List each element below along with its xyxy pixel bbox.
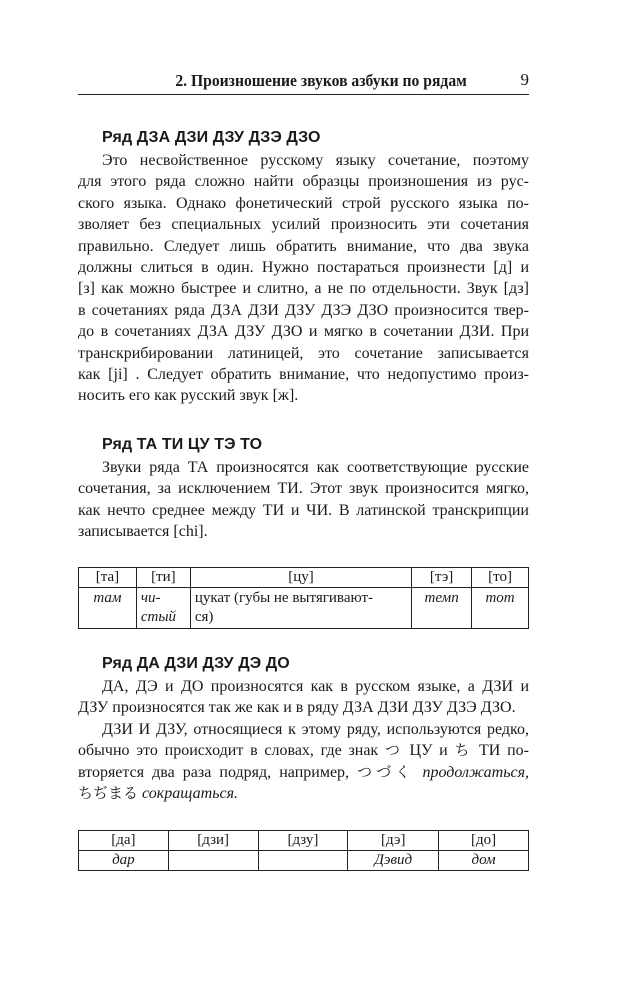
text-line: как [ji] . Следует обратить внимание, что недопустимо произ- [78, 366, 529, 384]
text-line [78, 762, 529, 783]
table-header-row [79, 568, 529, 588]
page-number: 9 [520, 70, 529, 89]
table-ta-row [78, 567, 529, 629]
text-line: [з] как можно быстрее и слитно, а не по отдельности. Звук [дз] [78, 280, 529, 298]
table-row [79, 851, 529, 871]
table-header-cell: [до] [439, 831, 529, 851]
table-row [79, 588, 529, 629]
text-fragment: ТИ по- [479, 742, 530, 760]
text-line: правильно. Следует лишь обратить внимание, что два звука [78, 237, 529, 255]
table-header-cell: [дэ] [348, 831, 439, 851]
table-header-cell: [ти] [136, 568, 190, 588]
paragraph-da [78, 676, 529, 804]
paragraph-ta [78, 457, 529, 543]
text-line: носить его как русский звук [ж]. [78, 387, 299, 405]
text-line: записывается [chi]. [78, 523, 208, 541]
kana-tsu: つ [384, 741, 403, 760]
table-cell: дар [79, 851, 169, 871]
table-header-cell: [дзи] [168, 831, 258, 851]
table-header-cell: [дзу] [258, 831, 348, 851]
text-line: сочетания, за исключением ТИ. Этот звук произносится мягко, [78, 480, 529, 498]
text-line: транскрибировании латиницей, это сочетание записывается [78, 344, 529, 362]
table-header-cell: [тэ] [412, 568, 472, 588]
table-cell: дом [439, 851, 529, 871]
table-header-cell: [цу] [190, 568, 411, 588]
cell-line: цукат (губы не вытягивают- [194, 590, 374, 606]
text-fragment: вторяется два раза подряд, например, [78, 763, 350, 781]
text-fragment: ЦУ и [409, 742, 448, 760]
word-continue: продолжаться, [422, 763, 530, 781]
text-line [78, 740, 529, 761]
table-cell [136, 588, 190, 629]
table-cell: там [79, 588, 137, 629]
kana-chijimaru: ちぢまる [78, 784, 139, 803]
table-cell [190, 588, 411, 629]
section-heading-da: Ряд ДА ДЗИ ДЗУ ДЭ ДО [102, 655, 290, 672]
word-shrink: сокращаться. [142, 785, 239, 803]
table-cell: тот [472, 588, 529, 629]
table-header-cell: [то] [472, 568, 529, 588]
table-cell [258, 851, 348, 871]
chapter-title: 2. Произношение звуков азбуки по рядам [175, 71, 467, 90]
kana-tsuzuku: つづく [357, 762, 415, 781]
text-line: ДА, ДЭ и ДО произносятся как в русском языке, а ДЗИ и [102, 678, 529, 695]
cell-line: стый [140, 609, 177, 625]
table-header-row [79, 831, 529, 851]
paragraph-dza [78, 150, 529, 407]
text-line: как нечто среднее между ТИ и ЧИ. В латинской транскрипции [78, 501, 529, 519]
text-line: для этого ряда сложно найти образцы произношения из рус- [78, 173, 529, 191]
text-line [78, 783, 529, 804]
kana-chi: ち [454, 741, 473, 760]
text-line: Звуки ряда ТА произносятся как соответствующие русские [102, 459, 529, 476]
text-line: ДЗУ произносятся так же как и в ряду ДЗА ДЗИ ДЗУ ДЗЭ ДЗО. [78, 699, 516, 717]
text-line: до в сочетаниях ДЗА ДЗУ ДЗО и мягко в сочетании ДЗИ. При [78, 323, 529, 341]
table-cell [168, 851, 258, 871]
section-heading-dza: Ряд ДЗА ДЗИ ДЗУ ДЗЭ ДЗО [102, 129, 321, 146]
text-line: в сочетаниях ряда ДЗА ДЗИ ДЗУ ДЗЭ ДЗО произносится твер- [78, 301, 529, 319]
section-heading-ta: Ряд ТА ТИ ЦУ ТЭ ТО [102, 436, 263, 453]
table-da-row [78, 830, 529, 871]
text-line: ДЗИ И ДЗУ, относящиеся к этому ряду, используются редко, [102, 720, 529, 738]
table-header-cell: [да] [79, 831, 169, 851]
table-cell: темп [412, 588, 472, 629]
table-header-cell: [та] [79, 568, 137, 588]
cell-line: ся) [194, 609, 214, 625]
running-header [78, 64, 529, 95]
cell-line: чи- [140, 590, 161, 606]
text-fragment: обычно это происходит в словах, где знак [78, 742, 379, 760]
text-line: ского языка. Однако фонетический строй русского языка по- [78, 194, 529, 212]
text-line: должны слиться в один. Нужно постараться произнести [д] и [78, 259, 529, 277]
text-line: зволяет без специальных усилий произносить эти сочетания [78, 216, 529, 234]
text-line: Это несвойственное русскому языку сочетание, поэтому [102, 152, 529, 169]
table-cell: Дэвид [348, 851, 439, 871]
